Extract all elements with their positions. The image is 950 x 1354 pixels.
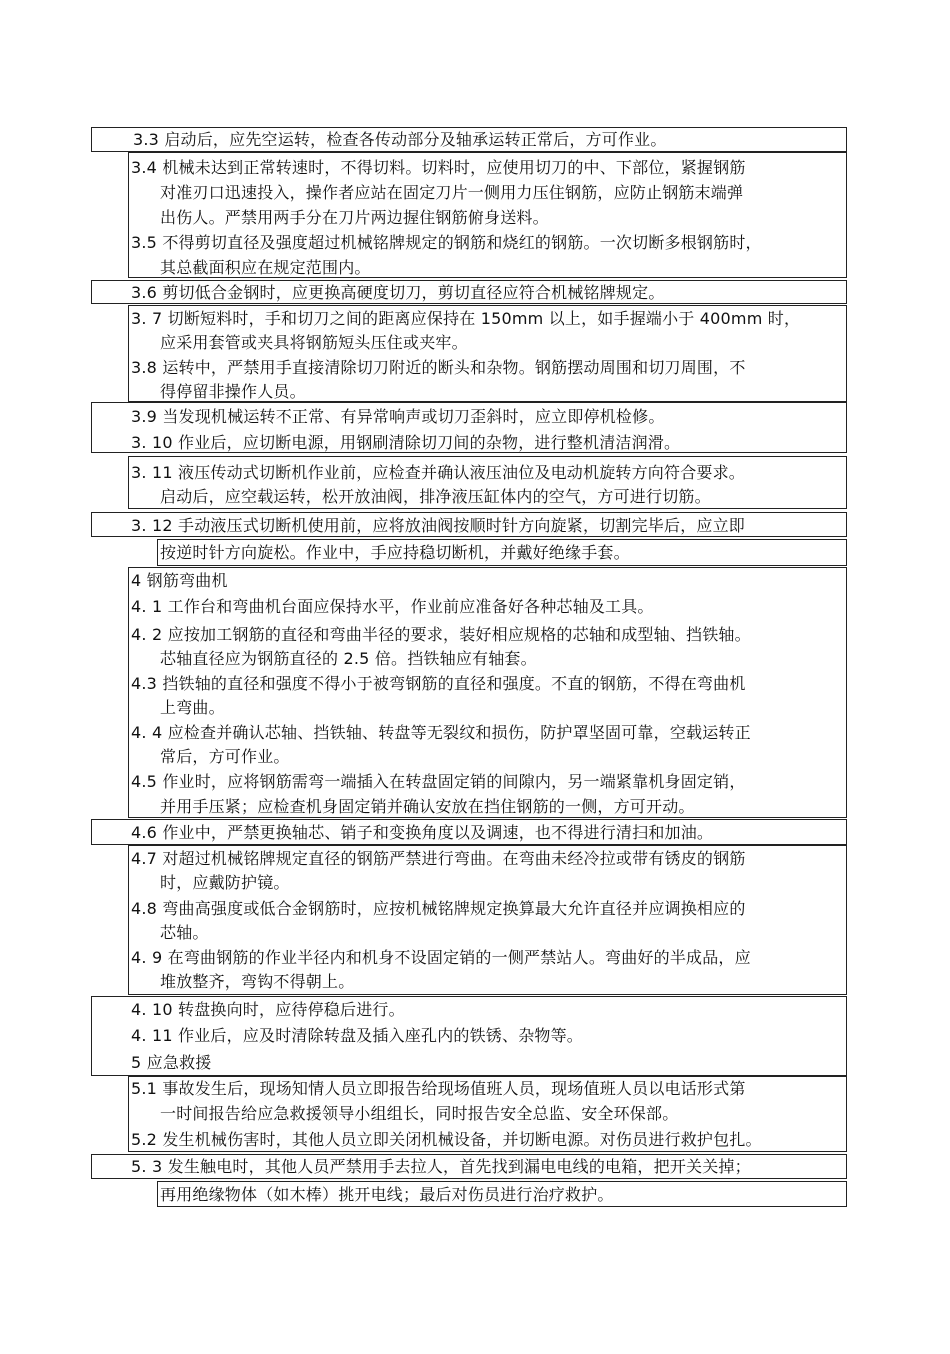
text-line: 4. 1 工作台和弯曲机台面应保持水平，作业前应准备好各种芯轴及工具。 [131,597,654,616]
text-line: 出伤人。严禁用两手分在刀片两边握住钢筋俯身送料。 [160,208,549,227]
text-line: 4.3 挡铁轴的直径和强度不得小于被弯钢筋的直径和强度。不直的钢筋，不得在弯曲机 [131,674,746,693]
text-line: 5.2 发生机械伤害时，其他人员立即关闭机械设备，并切断电源。对伤员进行救护包扎。 [131,1130,762,1149]
text-line: 上弯曲。 [160,698,225,717]
text-line: 4. 2 应按加工钢筋的直径和弯曲半径的要求，装好相应规格的芯轴和成型轴、挡铁轴。 [131,625,751,644]
text-line: 3.4 机械未达到正常转速时，不得切料。切料时，应使用切刀的中、下部位，紧握钢筋 [131,158,746,177]
text-line: 对准刃口迅速投入，操作者应站在固定刀片一侧用力压住钢筋，应防止钢筋末端弹 [160,183,744,202]
text-line: 4.6 作业中，严禁更换轴芯、销子和变换角度以及调速，也不得进行清扫和加油。 [131,823,714,842]
text-line: 得停留非操作人员。 [160,382,306,401]
text-line: 4. 11 作业后，应及时清除转盘及插入座孔内的铁锈、杂物等。 [131,1026,583,1045]
text-line: 3. 10 作业后，应切断电源，用钢刷清除切刀间的杂物，进行整机清洁润滑。 [131,433,681,452]
text-line: 4. 4 应检查并确认芯轴、挡铁轴、转盘等无裂纹和损伤，防护罩坚固可靠，空载运转正 [131,723,751,742]
text-line: 5.1 事故发生后，现场知情人员立即报告给现场值班人员，现场值班人员以电话形式第 [131,1079,746,1098]
text-line: 3. 7 切断短料时，手和切刀之间的距离应保持在 150mm 以上，如手握端小于 400mm 时， [131,309,801,328]
text-line: 3.8 运转中，严禁用手直接清除切刀附近的断头和杂物。钢筋摆动周围和切刀周围，不 [131,358,746,377]
text-line: 3. 12 手动液压式切断机使用前，应将放油阀按顺时针方向旋紧，切割完毕后，应立即 [131,516,745,535]
text-line: 3.3 启动后，应先空运转，检查各传动部分及轴承运转正常后，方可作业。 [133,130,667,149]
text-line: 4.7 对超过机械铭牌规定直径的钢筋严禁进行弯曲。在弯曲未经冷拉或带有锈皮的钢筋 [131,849,746,868]
text-line: 3. 11 液压传动式切断机作业前，应检查并确认液压油位及电动机旋转方向符合要求。 [131,463,745,482]
text-line: 4.8 弯曲高强度或低合金钢筋时，应按机械铭牌规定换算最大允许直径并应调换相应的 [131,899,746,918]
text-line: 芯轴。 [160,923,209,942]
text-line: 时，应戴防护镜。 [160,873,290,892]
text-line: 3.9 当发现机械运转不正常、有异常响声或切刀歪斜时，应立即停机检修。 [131,407,665,426]
text-line: 5. 3 发生触电时，其他人员严禁用手去拉人，首先找到漏电电线的电箱，把开关关掉； [131,1157,751,1176]
section-heading: 4 钢筋弯曲机 [131,571,228,590]
text-line: 应采用套管或夹具将钢筋短头压住或夹牢。 [160,333,468,352]
text-line: 芯轴直径应为钢筋直径的 2.5 倍。挡铁轴应有轴套。 [160,649,537,668]
text-line: 启动后，应空载运转，松开放油阀，排净液压缸体内的空气，方可进行切筋。 [160,487,711,506]
text-line: 按逆时针方向旋松。作业中，手应持稳切断机，并戴好绝缘手套。 [160,543,630,562]
text-line: 其总截面积应在规定范围内。 [160,258,371,277]
text-line: 4.5 作业时，应将钢筋需弯一端插入在转盘固定销的间隙内，另一端紧靠机身固定销， [131,772,746,791]
section-heading: 5 应急救援 [131,1053,212,1072]
text-line: 常后，方可作业。 [160,747,290,766]
text-line: 堆放整齐，弯钩不得朝上。 [160,972,355,991]
text-line: 4. 10 转盘换向时，应待停稳后进行。 [131,1000,405,1019]
text-line: 并用手压紧；应检查机身固定销并确认安放在挡住钢筋的一侧，方可开动。 [160,797,695,816]
text-line: 一时间报告给应急救援领导小组组长，同时报告安全总监、安全环保部。 [160,1104,679,1123]
text-line: 3.5 不得剪切直径及强度超过机械铭牌规定的钢筋和烧红的钢筋。一次切断多根钢筋时， [131,233,762,252]
text-line: 再用绝缘物体（如木棒）挑开电线；最后对伤员进行治疗救护。 [160,1185,614,1204]
text-line: 3.6 剪切低合金钢时，应更换高硬度切刀，剪切直径应符合机械铭牌规定。 [131,283,665,302]
text-line: 4. 9 在弯曲钢筋的作业半径内和机身不设固定销的一侧严禁站人。弯曲好的半成品，应 [131,948,751,967]
